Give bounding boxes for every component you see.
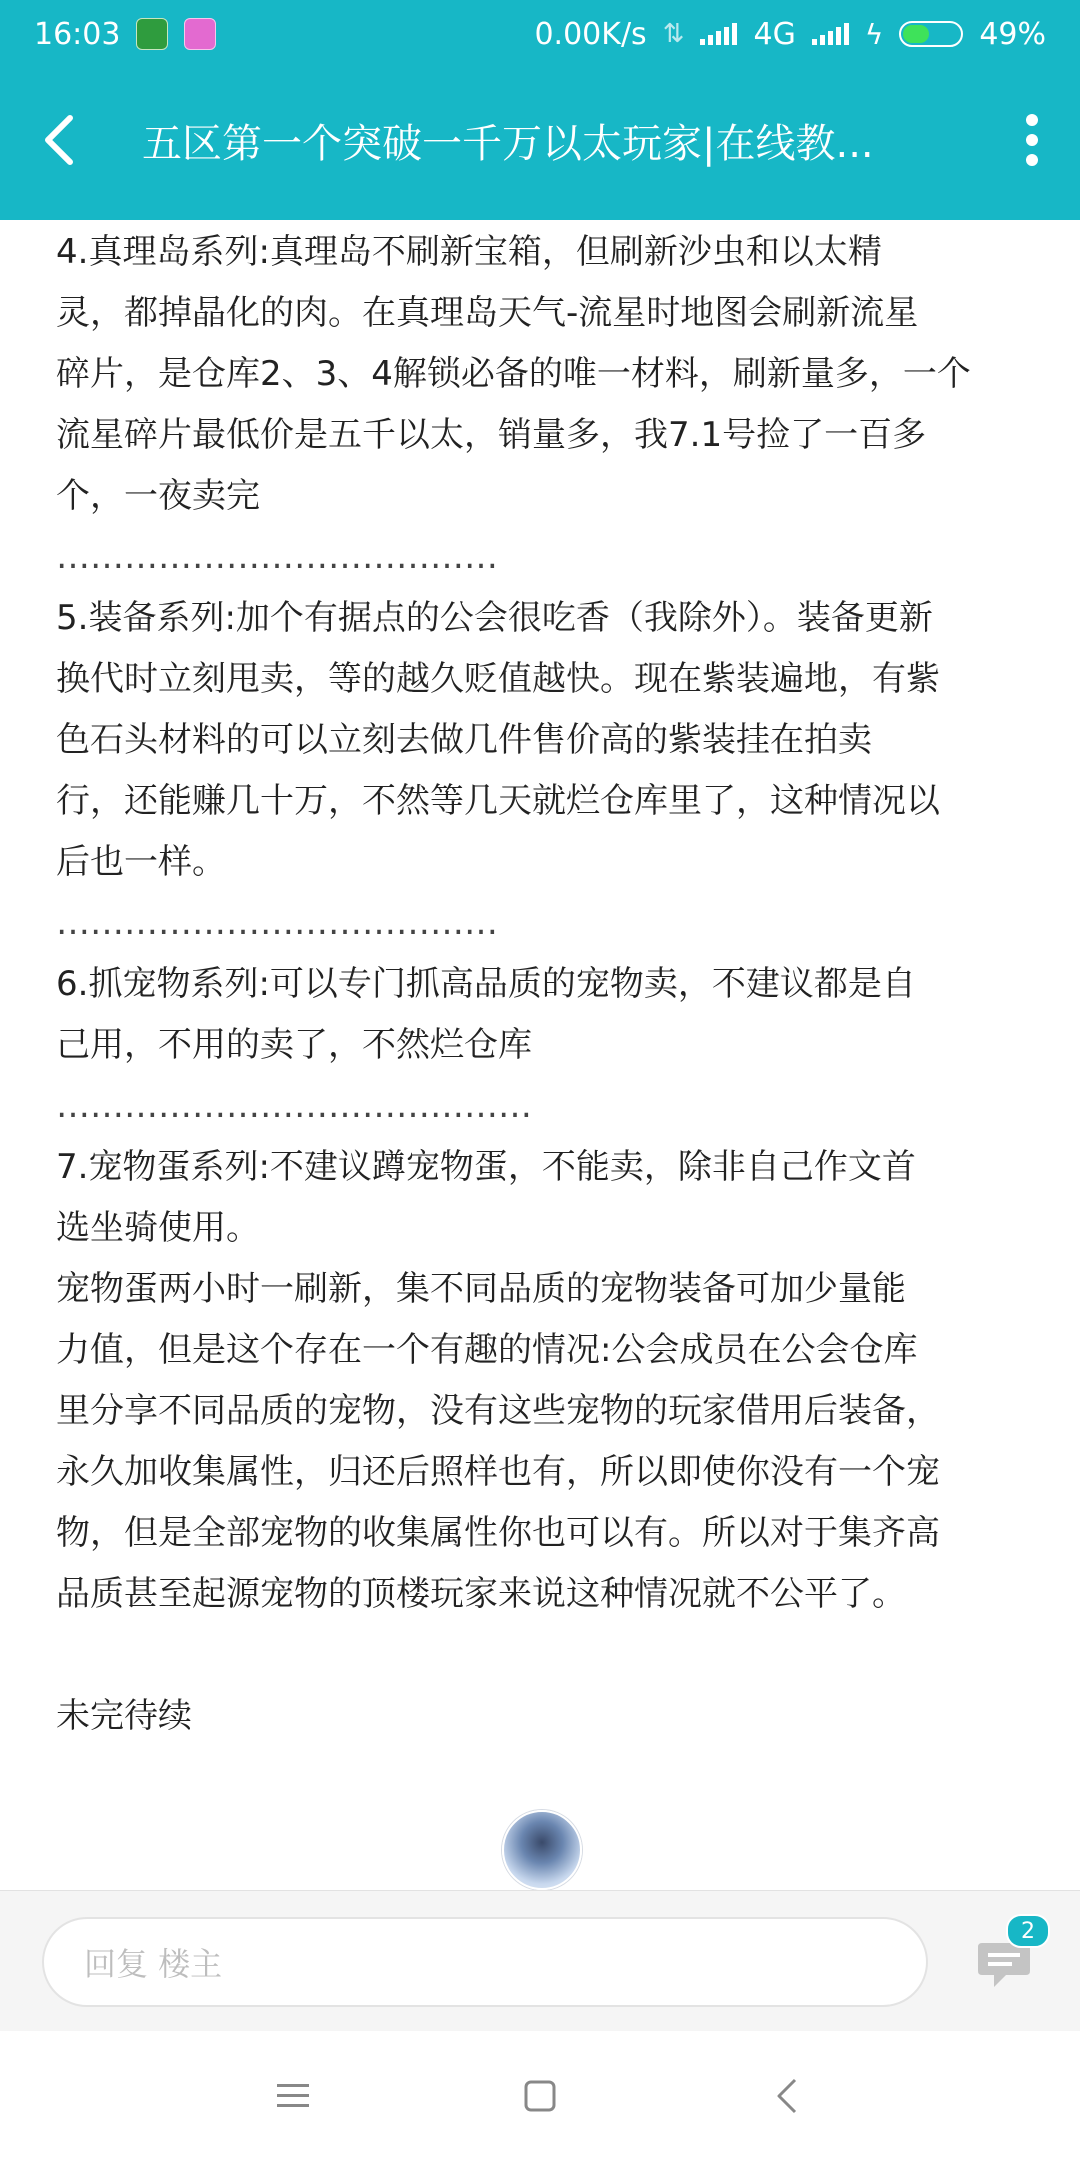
content-line: 色石头材料的可以立刻去做几件售价高的紫装挂在拍卖: [56, 720, 872, 760]
network-type: 4G: [753, 16, 796, 52]
data-arrows-icon: ⇅: [662, 19, 685, 49]
home-button[interactable]: [500, 2056, 580, 2136]
content-line: 永久加收集属性，归还后照样也有，所以即使你没有一个宠: [56, 1452, 940, 1492]
app-notification-icon: [184, 18, 216, 50]
content-line: 灵，都掉晶化的肉。在真理岛天气-流星时地图会刷新流星: [56, 293, 919, 333]
content-line: 流星碎片最低价是五千以太，销量多，我7.1号捡了一百多: [56, 415, 927, 455]
battery-icon: [899, 21, 963, 47]
content-line: 5.装备系列:加个有据点的公会很吃香（我除外）。装备更新: [56, 598, 933, 638]
content-line: 己用，不用的卖了，不然烂仓库: [56, 1025, 532, 1065]
separator-line: …………………………………: [56, 903, 498, 943]
content-line: 选坐骑使用。: [56, 1208, 260, 1248]
status-left: [34, 17, 216, 52]
battery-percent: 49%: [979, 16, 1046, 52]
content-line: 4.真理岛系列:真理岛不刷新宝箱，但刷新沙虫和以太精: [56, 232, 882, 272]
status-right: [534, 17, 1046, 52]
reply-bar: [0, 1890, 1080, 2032]
menu-icon: [275, 2081, 311, 2111]
back-button[interactable]: [0, 80, 120, 200]
content-line: 行，还能赚几十万，不然等几天就烂仓库里了，这种情况以: [56, 781, 940, 821]
battery-fill: [903, 25, 928, 43]
content-line: 未完待续: [56, 1696, 192, 1736]
reply-input[interactable]: 回复 楼主: [42, 1917, 928, 2007]
menu-button[interactable]: [253, 2056, 333, 2136]
content-line: 力值，但是这个存在一个有趣的情况:公会成员在公会仓库: [56, 1330, 918, 1370]
post-content: [56, 222, 1026, 1747]
header: [0, 0, 1080, 220]
blank-line: [56, 1625, 1026, 1686]
navigation-bar: [0, 2031, 1080, 2160]
signal-icon: [700, 23, 737, 45]
app-bar: [0, 80, 1080, 200]
chevron-left-icon: [40, 112, 80, 168]
content-line: 宠物蛋两小时一刷新，集不同品质的宠物装备可加少量能: [56, 1269, 906, 1309]
content-line: 换代时立刻甩卖，等的越久贬值越快。现在紫装遍地，有紫: [56, 659, 940, 699]
content-line: 物，但是全部宠物的收集属性你也可以有。所以对于集齐高: [56, 1513, 940, 1553]
content-line: 品质甚至起源宠物的顶楼玩家来说这种情况就不公平了。: [56, 1574, 906, 1614]
content-line: 后也一样。: [56, 842, 226, 882]
more-button[interactable]: [984, 80, 1080, 200]
comment-count-badge: 2: [1006, 1914, 1050, 1948]
back-icon: [775, 2077, 799, 2115]
app-notification-icon: [136, 18, 168, 50]
content-line: 个，一夜卖完: [56, 476, 260, 516]
back-nav-button[interactable]: [747, 2056, 827, 2136]
content-line: 碎片，是仓库2、3、4解锁必备的唯一材料，刷新量多，一个: [56, 354, 971, 394]
status-time: 16:03: [34, 16, 121, 52]
separator-line: …………………………………: [56, 537, 498, 577]
home-icon: [523, 2079, 557, 2113]
content-line: 6.抓宠物系列:可以专门抓高品质的宠物卖，不建议都是自: [56, 964, 916, 1004]
avatar[interactable]: [502, 1810, 582, 1890]
network-speed: 0.00K/s: [534, 16, 647, 52]
separator-line: ……………………………………: [56, 1086, 532, 1126]
content-line: 里分享不同品质的宠物，没有这些宠物的玩家借用后装备，: [56, 1391, 940, 1431]
signal-icon: [812, 23, 849, 45]
charging-icon: ϟ: [864, 17, 884, 51]
more-vertical-icon: [1022, 112, 1042, 168]
content-line: 7.宠物蛋系列:不建议蹲宠物蛋，不能卖，除非自己作文首: [56, 1147, 916, 1187]
status-bar: [0, 0, 1080, 68]
page-title: 五区第一个突破一千万以太玩家|在线教...: [142, 120, 874, 167]
